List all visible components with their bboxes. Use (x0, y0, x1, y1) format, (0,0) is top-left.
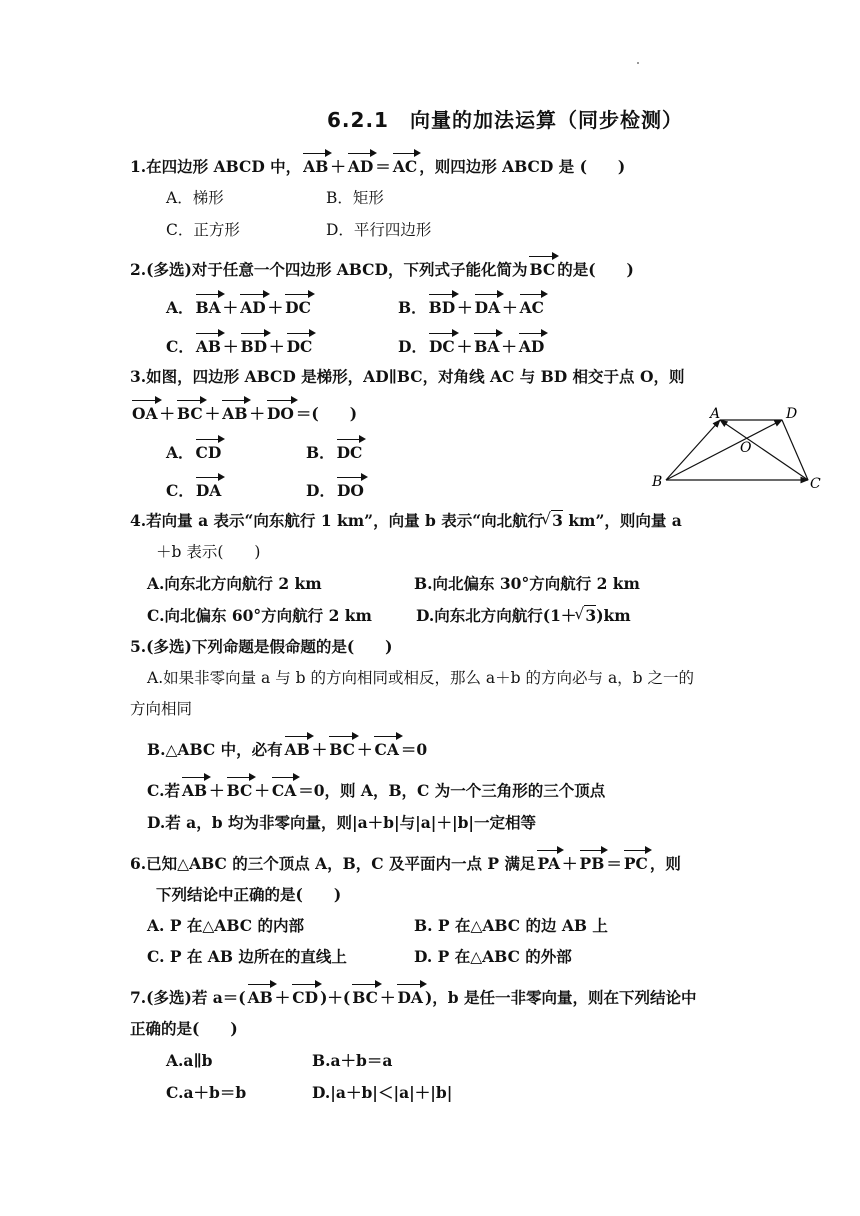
q1-option-b: B．矩形 (326, 189, 384, 207)
q6-option-c: C. P 在 AB 边所在的直线上 (147, 947, 347, 966)
vector: AB (181, 781, 208, 800)
q4-option-c: C.向北偏东 60°方向航行 2 km (147, 606, 372, 625)
vector: BD (240, 337, 268, 356)
option-label: B． (306, 443, 335, 462)
q1-option-a: A．梯形 (166, 189, 224, 207)
q7-option-c: C.a＋b＝b (166, 1083, 247, 1102)
vector-ad: AD (347, 157, 374, 176)
q5-option-b-text: B.△ABC 中，必有 (147, 740, 283, 759)
q1-stem-end: ，则四边形 ABCD 是 ( ) (419, 157, 626, 176)
q4-stem-end: km”，则向量 a (562, 511, 682, 530)
q5-option-c-end: ＝0，则 A，B，C 为一个三角形的三个顶点 (298, 781, 606, 800)
q5-option-a-cont: 方向相同 (130, 700, 193, 718)
q2-option-b: B． BD ＋ DA ＋ AC (398, 298, 545, 317)
vector-ac: AC (392, 157, 418, 176)
q5-option-b-end: ＝0 (400, 740, 428, 759)
q2-stem (130, 260, 634, 280)
q4-option-d-text: D.向东北方向航行(1＋ (416, 606, 577, 625)
q6-stem-text: 6.已知△ABC 的三个顶点 A，B，C 及平面内一点 P 满足 (130, 854, 536, 873)
vector: AB (247, 988, 273, 1007)
label-a: A (710, 406, 721, 422)
vector: DO (266, 404, 294, 423)
q5-option-d: D.若 a，b 均为非零向量，则|a＋b|与|a|＋|b|一定相等 (147, 813, 537, 832)
option-label: D． (398, 337, 427, 356)
sqrt: √ 3 (576, 606, 596, 626)
q3-option-b (306, 443, 364, 463)
q2-option-a: A． BA ＋ AD ＋ DC (166, 298, 311, 317)
q3-eq-end: ＝( ) (295, 404, 358, 423)
vector: DO (336, 481, 364, 500)
q7-stem-end: )，b 是任一非零向量，则在下列结论中 (424, 988, 697, 1007)
q7-stem-text: 7.(多选)若 a＝( (130, 988, 246, 1007)
option-label: B． (398, 298, 427, 317)
vector: BC (352, 988, 378, 1007)
vector-bc: BC (529, 260, 556, 279)
q7-stem-line2: 正确的是( ) (130, 1019, 238, 1038)
q2-option-c: C． AB ＋ BD ＋ DC (166, 337, 313, 356)
q3-option-d (306, 481, 366, 501)
vector: BA (195, 298, 221, 317)
q6-option-d: D. P 在△ABC 的外部 (414, 947, 572, 966)
q1-option-d: D．平行四边形 (326, 221, 432, 239)
q4-stem-line2: ＋b 表示( ) (156, 543, 261, 561)
q5-stem: 5.(多选)下列命题是假命题的是( ) (130, 637, 393, 656)
q3-equation: OA ＋ BC ＋ AB ＋ DO ＝( ) (132, 404, 358, 423)
q6-option-b: B. P 在△ABC 的边 AB 上 (414, 916, 608, 935)
vector: AB (222, 404, 248, 423)
vector: DA (474, 298, 501, 317)
q1-option-c: C．正方形 (166, 221, 240, 239)
label-d: D (786, 406, 798, 422)
option-label: A． (166, 298, 194, 317)
q3-stem: 3.如图，四边形 ABCD 是梯形，AD∥BC，对角线 AC 与 BD 相交于点 O，则 (130, 367, 685, 386)
q7-option-a: A.a∥b (166, 1051, 213, 1070)
vector: BD (428, 298, 456, 317)
vector: BC (226, 781, 253, 800)
vector: BC (177, 404, 203, 423)
vector: DA (397, 988, 423, 1007)
q2-stem-end: 的是( ) (557, 260, 634, 279)
q4-option-b: B.向北偏东 30°方向航行 2 km (414, 574, 640, 593)
q7-option-d: D.|a＋b|＜|a|＋|b| (312, 1083, 453, 1102)
vector: PC (623, 854, 648, 873)
trapezoid-figure (648, 402, 828, 494)
q4-stem (130, 511, 682, 531)
q4-stem-text: 4.若向量 a 表示“向东航行 1 km”，向量 b 表示“向北航行 (130, 511, 544, 530)
sqrt: √ 3 (543, 511, 563, 531)
vector: DC (428, 337, 455, 356)
vector: BA (474, 337, 500, 356)
option-label: D． (306, 481, 335, 500)
q3-option-c (166, 481, 223, 501)
label-o: O (740, 440, 752, 456)
page-title: 6.2.1 向量的加法运算（同步检测） (327, 108, 683, 132)
label-b: B (652, 474, 663, 490)
q2-option-d: D． DC ＋ BA ＋ AD (398, 337, 545, 356)
q7-option-b: B.a＋b＝a (312, 1051, 393, 1070)
op: ＋ (330, 157, 346, 176)
option-label: C． (166, 481, 194, 500)
q3-option-a (166, 443, 223, 463)
vector: CA (374, 740, 399, 759)
q6-stem-line2: 下列结论中正确的是( ) (156, 885, 342, 904)
vector: DA (195, 481, 222, 500)
q6-stem: 6.已知△ABC 的三个顶点 A，B，C 及平面内一点 P 满足 PA ＋ PB ＝ PC ，则 (130, 854, 681, 873)
vector: OA (132, 404, 158, 423)
vector: CD (195, 443, 222, 462)
q7-stem: 7.(多选)若 a＝( AB ＋ CD )＋( BC ＋ DA )，b 是任一非零向量，则在下列结论中 (130, 988, 697, 1007)
vector: AC (519, 298, 545, 317)
q5-option-c-text: C.若 (147, 781, 180, 800)
q2-stem-text: 2.(多选)对于任意一个四边形 ABCD，下列式子能化简为 (130, 260, 528, 279)
vector: CA (271, 781, 297, 800)
q5-option-c: C.若 AB ＋ BC ＋ CA ＝0，则 A，B，C 为一个三角形的三个顶点 (147, 781, 606, 800)
q1-stem (130, 157, 625, 177)
vector: BC (329, 740, 355, 759)
q1-stem-text: 1.在四边形 ABCD 中， (130, 157, 302, 176)
edge-ba (666, 420, 720, 480)
vector: AB (284, 740, 310, 759)
q6-stem-end: ，则 (649, 854, 681, 873)
vector: PA (537, 854, 561, 873)
stray-mark (637, 62, 639, 64)
option-label: A． (166, 443, 194, 462)
vector: AD (518, 337, 545, 356)
q5-option-b: B.△ABC 中，必有 AB ＋ BC ＋ CA ＝0 (147, 740, 428, 759)
vector-ab: AB (303, 157, 329, 176)
op: ＝ (375, 157, 391, 176)
vector: AD (240, 298, 266, 317)
vector: DC (336, 443, 363, 462)
q4-option-a: A.向东北方向航行 2 km (147, 574, 322, 593)
q6-option-a: A. P 在△ABC 的内部 (147, 916, 304, 935)
q4-option-d (416, 606, 631, 626)
label-c: C (810, 476, 821, 492)
vector: CD (292, 988, 319, 1007)
option-label: C． (166, 337, 194, 356)
vector: AB (195, 337, 221, 356)
vector: DC (286, 337, 313, 356)
vector: DC (285, 298, 311, 317)
q5-option-a: A.如果非零向量 a 与 b 的方向相同或相反，那么 a＋b 的方向必与 a，b 之一的 (147, 669, 695, 687)
q4-option-d-end: )km (596, 606, 631, 625)
vector: PB (579, 854, 605, 873)
